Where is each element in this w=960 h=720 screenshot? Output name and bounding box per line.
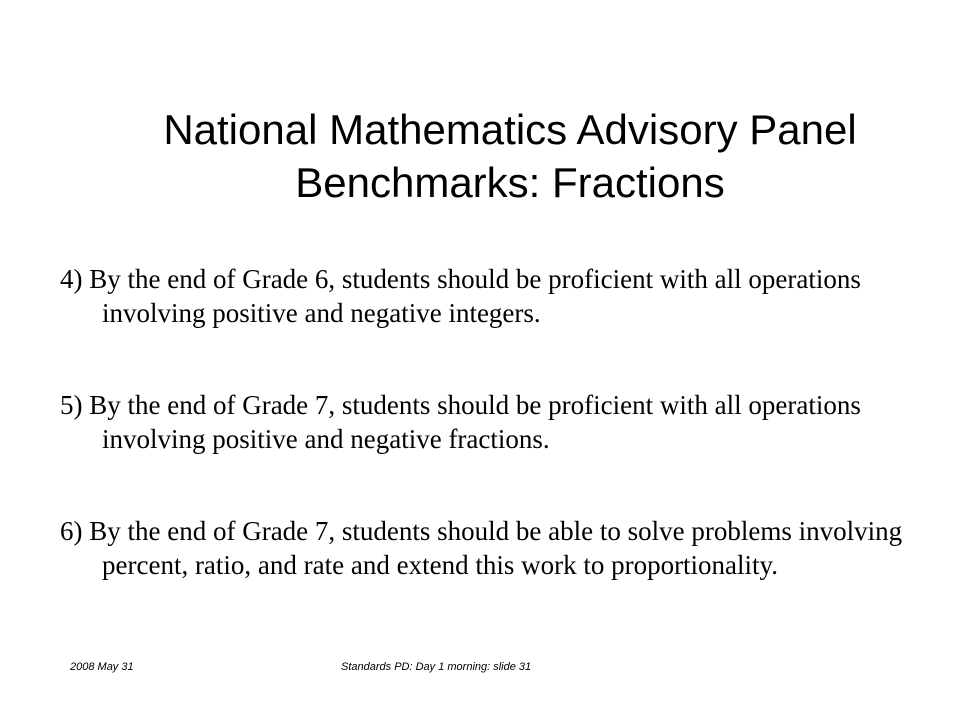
benchmark-item-6: 6) By the end of Grade 7, students should be able to solve problems involving percent, ratio, and rate and extend this work to proportionality. [60,516,903,580]
footer-text: Standards PD: Day 1 morning: slide 31 [341,661,532,673]
title-line-2: Benchmarks: Fractions [295,159,725,206]
title-line-1: National Mathematics Advisory Panel [163,106,857,153]
benchmark-item-5: 5) By the end of Grade 7, students should be proficient with all operations involving positive and negative fractions. [60,390,861,454]
slide-title [80,103,940,209]
footer-date: 2008 May 31 [70,661,134,673]
benchmark-item-4: 4) By the end of Grade 6, students should be proficient with all operations involving positive and negative integers. [60,264,861,328]
benchmark-list [60,262,920,640]
